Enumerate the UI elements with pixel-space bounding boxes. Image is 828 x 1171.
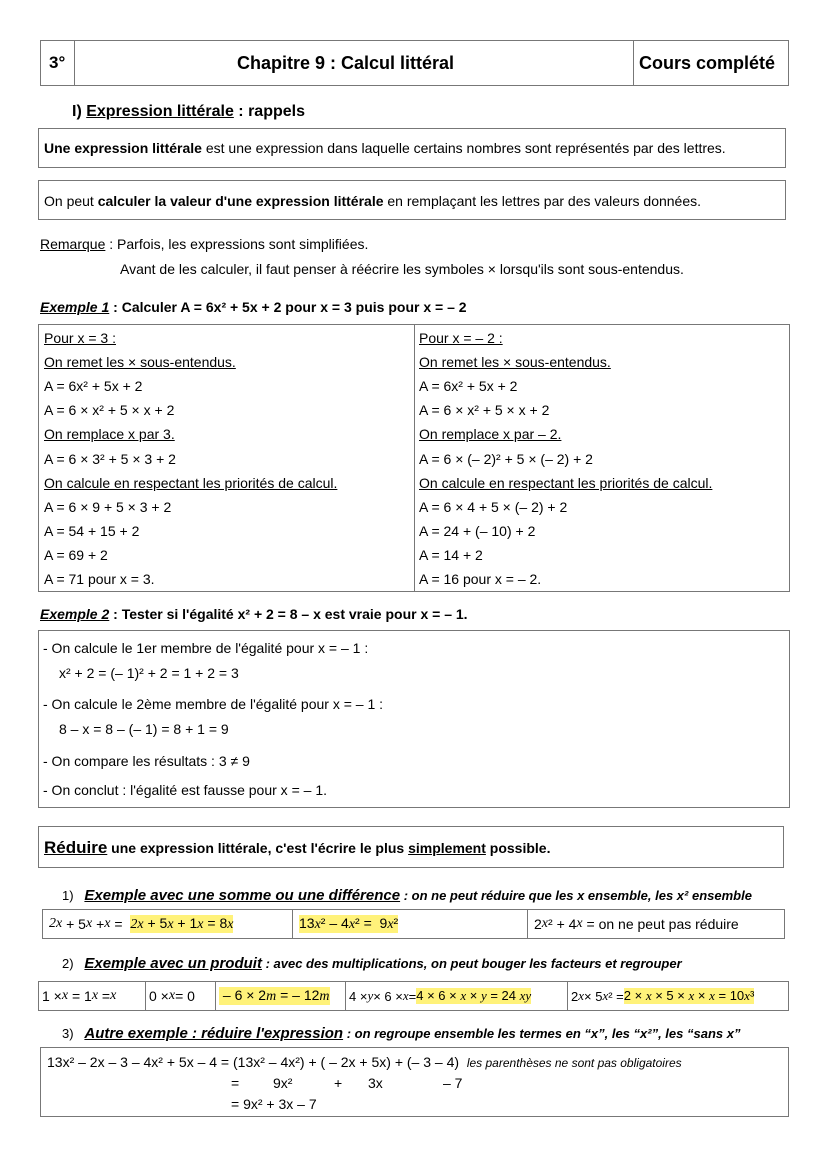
definition-box-1 (38, 128, 786, 168)
somme-cell-2: 13x² – 4x² = 9x² (293, 910, 528, 938)
status-label: Cours complété (639, 53, 776, 73)
exemple-2-line: - On compare les résultats : 3 ≠ 9 (43, 753, 250, 769)
exemple-2-line: - On calcule le 1er membre de l'égalité pour x = – 1 : (43, 640, 369, 656)
exemple-autre-box (40, 1047, 789, 1117)
produit-cell-5: 2 x × 5 x ² = 2 × x × 5 × x × x = 10x³ (571, 988, 755, 1004)
calc-line: On calcule en respectant les priorités de calcul. (419, 474, 713, 491)
exemple-2-line: - On conclut : l'égalité est fausse pour x = – 1. (43, 782, 327, 798)
somme-cell-1: 2x + 5 x + x = 2x + 5x + 1x = 8x (43, 910, 293, 938)
section-title: I) Expression littérale : rappels (72, 103, 305, 120)
exemple-2-line: 8 – x = 8 – (– 1) = 8 + 1 = 9 (59, 721, 229, 737)
calc-line: On remet les × sous-entendus. (44, 354, 236, 371)
exemple-produit-heading: 2) Exemple avec un produit : avec des multiplications, on peut bouger les facteurs et regrouper (62, 955, 682, 972)
definition-2-term: calculer la valeur d'une expression littérale (97, 193, 384, 209)
reduire-word: Réduire (44, 838, 108, 857)
calc-line: On remplace x par 3. (44, 426, 175, 443)
exemple-somme-heading: 1) Exemple avec une somme ou une différence : on ne peut réduire que les x ensemble, les x² ensemble (62, 887, 752, 904)
calc-line: A = 6 × 9 + 5 × 3 + 2 (44, 498, 172, 515)
calc-line: A = 6 × 4 + 5 × (– 2) + 2 (419, 498, 568, 515)
table-divider (414, 325, 415, 591)
header-divider-left (74, 41, 75, 85)
calc-line: A = 54 + 15 + 2 (44, 522, 140, 539)
exemple-1-table (38, 324, 790, 592)
calc-line: A = 14 + 2 (419, 546, 483, 563)
exemple-2-box (38, 630, 790, 808)
calc-line: Pour x = 3 : (44, 330, 116, 346)
header-divider-right (633, 41, 634, 85)
calc-line: Pour x = – 2 : (419, 330, 503, 346)
autre-line-2: = 9x² + 3x – 7 (231, 1075, 463, 1091)
calc-line: A = 71 pour x = 3. (44, 571, 155, 587)
remarque-line-2: Avant de les calculer, il faut penser à réécrire les symboles × lorsqu'ils sont sous-entendus. (120, 261, 684, 277)
calc-line: A = 6 × x² + 5 × x + 2 (44, 402, 175, 419)
remarque-line-1: Remarque : Parfois, les expressions sont simplifiées. (40, 236, 369, 252)
exemple-2-line: x² + 2 = (– 1)² + 2 = 1 + 2 = 3 (59, 665, 239, 681)
produit-cell-3: – 6 × 2m = – 12m (216, 982, 346, 1010)
level-label: 3° (49, 53, 66, 72)
calc-line: A = 6 × (– 2)² + 5 × (– 2) + 2 (419, 450, 593, 467)
reduire-box: Réduire une expression littérale, c'est l'écrire le plus simplement possible. (38, 826, 784, 868)
calc-line: On remplace x par – 2. (419, 426, 562, 443)
produit-cell-2: 0 × x = 0 (146, 982, 216, 1010)
exemple-1-heading: Exemple 1 : Calculer A = 6x² + 5x + 2 pour x = 3 puis pour x = – 2 (40, 299, 467, 315)
exemple-produit-row (38, 981, 789, 1011)
definition-1-term: Une expression littérale (44, 140, 202, 156)
calc-line: A = 6x² + 5x + 2 (44, 378, 143, 395)
exemple-2-line: - On calcule le 2ème membre de l'égalité pour x = – 1 : (43, 696, 384, 712)
header-bar (40, 40, 789, 86)
calc-line: A = 69 + 2 (44, 546, 108, 563)
calc-line: On remet les × sous-entendus. (419, 354, 611, 371)
autre-line-3: = 9x² + 3x – 7 (231, 1096, 317, 1112)
calc-line: A = 6 × 3² + 5 × 3 + 2 (44, 450, 176, 467)
calc-line: On calcule en respectant les priorités de calcul. (44, 474, 338, 491)
calc-line: A = 6 × x² + 5 × x + 2 (419, 402, 550, 419)
exemple-somme-row (42, 909, 785, 939)
chapter-title: Chapitre 9 : Calcul littéral (237, 53, 455, 73)
somme-cell-3: 2 x ² + 4 x = on ne peut pas réduire (534, 916, 739, 932)
produit-cell-1: 1 × x = 1 x = x (39, 982, 146, 1010)
calc-line: A = 16 pour x = – 2. (419, 571, 542, 587)
produit-cell-4: 4 × y × 6 × x = 4 × 6 × x × y = 24 xy (346, 982, 568, 1010)
calc-line: A = 6x² + 5x + 2 (419, 378, 518, 395)
autre-note: les parenthèses ne sont pas obligatoires (466, 1056, 682, 1070)
definition-1-text: est une expression dans laquelle certains nombres sont représentés par des lettres. (201, 140, 726, 156)
autre-line-1: 13x² – 2x – 3 – 4x² + 5x – 4 = (13x² – 4x²) + ( – 2x + 5x) + (– 3 – 4) les parenthèses ne sont pas obligatoires (47, 1054, 682, 1070)
calc-line: A = 24 + (– 10) + 2 (419, 522, 536, 539)
exemple-2-heading: Exemple 2 : Tester si l'égalité x² + 2 = 8 – x est vraie pour x = – 1. (40, 606, 468, 622)
exemple-autre-heading: 3) Autre exemple : réduire l'expression : on regroupe ensemble les termes en “x”, les “x²”, les “sans x” (62, 1025, 741, 1042)
definition-box-2: On peut calculer la valeur d'une expression littérale en remplaçant les lettres par des valeurs données. (38, 180, 786, 220)
